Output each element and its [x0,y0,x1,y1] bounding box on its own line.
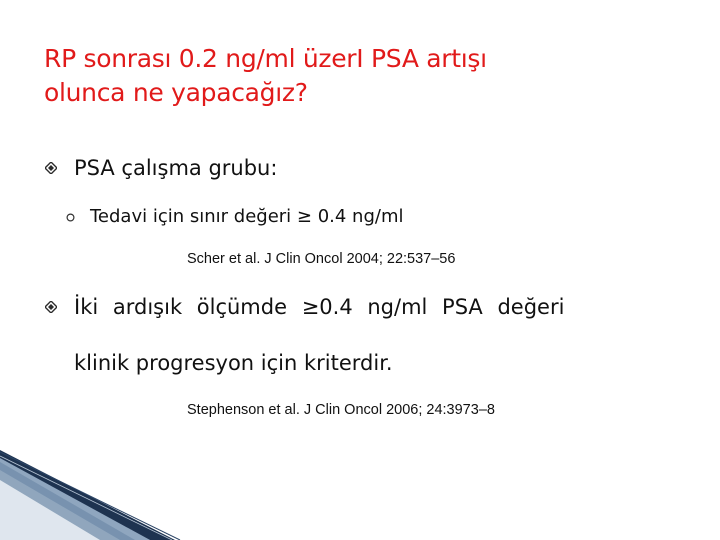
sub-bullet-threshold [66,203,404,233]
reference-scher: Scher et al. J Clin Oncol 2004; 22:537–56 [187,251,456,267]
bullet-text-continuation: klinik progresyon için kriterdir. [74,351,393,375]
bullet-text: PSA çalışma grubu: [74,156,278,180]
slide-title-line-2: olunca ne yapacağız? [44,78,308,107]
sub-bullet-text: Tedavi için sınır değeri ≥ 0.4 ng/ml [90,206,404,227]
diamond-bullet-icon [44,292,58,322]
bullet-text: İki ardışık ölçümde ≥0.4 ng/ml PSA değeri [74,295,565,319]
circle-bullet-icon [66,205,90,233]
bullet-psa-study-group [44,153,704,183]
slide-title-line-1: RP sonrası 0.2 ng/ml üzerI PSA artışı [44,44,487,73]
slide-title [44,42,684,110]
slide-corner-decoration [0,440,720,540]
diamond-bullet-icon [44,153,58,183]
reference-stephenson: Stephenson et al. J Clin Oncol 2006; 24:3973–8 [187,402,495,418]
bullet-consecutive-measurements [44,292,704,322]
